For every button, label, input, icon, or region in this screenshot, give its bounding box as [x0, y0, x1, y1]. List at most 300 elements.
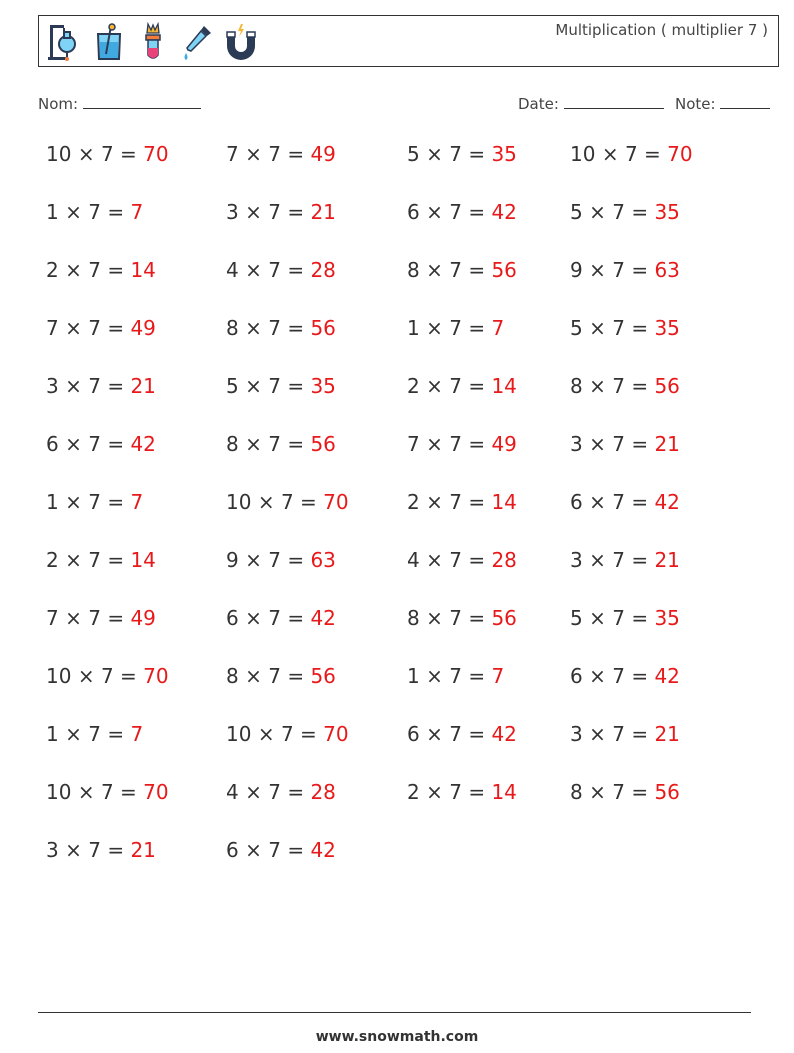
problem-cell — [407, 432, 517, 456]
problem-factor-b: 7 — [449, 780, 462, 804]
equals-sign: = — [107, 432, 125, 456]
problem-factor-a: 6 — [226, 838, 239, 862]
times-sign: × — [245, 664, 262, 688]
problem-factor-b: 7 — [268, 664, 281, 688]
problem-answer: 35 — [654, 606, 680, 630]
problem-answer: 14 — [491, 490, 517, 514]
problem-answer: 28 — [310, 780, 336, 804]
problem-cell — [226, 432, 336, 456]
times-sign: × — [65, 432, 82, 456]
date-blank[interactable] — [564, 94, 664, 109]
problem-factor-a: 6 — [226, 606, 239, 630]
equals-sign: = — [120, 664, 137, 688]
problem-factor-b: 7 — [449, 432, 462, 456]
equals-sign: = — [468, 606, 486, 630]
equals-sign: = — [631, 200, 649, 224]
problem-answer: 70 — [143, 780, 169, 804]
problem-answer: 28 — [491, 548, 517, 572]
problem-factor-b: 7 — [100, 780, 114, 804]
problem-cell — [226, 780, 336, 804]
equals-sign: = — [107, 490, 125, 514]
problem-cell — [46, 664, 169, 688]
equals-sign: = — [631, 432, 649, 456]
problem-cell — [570, 548, 680, 572]
problem-factor-a: 6 — [570, 664, 583, 688]
problem-factor-a: 5 — [407, 142, 420, 166]
problem-answer: 7 — [130, 200, 144, 224]
problem-cell — [46, 780, 169, 804]
problem-factor-b: 7 — [88, 548, 101, 572]
icon-strip — [47, 22, 259, 62]
equals-sign: = — [468, 432, 486, 456]
problem-factor-b: 7 — [449, 200, 462, 224]
problem-factor-a: 6 — [46, 432, 59, 456]
note-label: Note: — [675, 95, 716, 113]
problem-factor-a: 2 — [407, 780, 420, 804]
equals-sign: = — [631, 374, 649, 398]
problem-answer: 42 — [491, 722, 517, 746]
equals-sign: = — [631, 664, 649, 688]
times-sign: × — [65, 374, 82, 398]
times-sign: × — [65, 316, 82, 340]
problem-factor-b: 7 — [449, 664, 462, 688]
problem-answer: 63 — [654, 258, 680, 282]
problem-answer: 70 — [667, 142, 693, 166]
times-sign: × — [65, 490, 82, 514]
problem-cell — [570, 432, 680, 456]
lab-stand-flask-icon — [47, 22, 83, 62]
problem-factor-b: 7 — [449, 374, 462, 398]
problem-answer: 35 — [491, 142, 517, 166]
equals-sign: = — [107, 838, 125, 862]
problem-factor-a: 9 — [570, 258, 583, 282]
problem-answer: 56 — [491, 606, 517, 630]
problem-factor-b: 7 — [88, 316, 101, 340]
problem-factor-b: 7 — [268, 606, 281, 630]
problem-answer: 21 — [130, 838, 156, 862]
problem-answer: 63 — [310, 548, 336, 572]
problem-cell — [407, 374, 517, 398]
equals-sign: = — [120, 142, 137, 166]
problem-factor-a: 2 — [46, 258, 59, 282]
times-sign: × — [426, 316, 443, 340]
problem-answer: 7 — [130, 490, 144, 514]
equals-sign: = — [631, 780, 649, 804]
header-box — [38, 15, 779, 67]
problem-factor-b: 7 — [268, 374, 281, 398]
times-sign: × — [245, 200, 262, 224]
problem-factor-a: 8 — [226, 664, 239, 688]
problem-answer: 14 — [491, 374, 517, 398]
problem-cell — [407, 664, 504, 688]
equals-sign: = — [107, 258, 125, 282]
problem-cell — [46, 200, 143, 224]
equals-sign: = — [287, 316, 305, 340]
problem-answer: 35 — [310, 374, 336, 398]
problem-cell — [46, 490, 143, 514]
times-sign: × — [426, 432, 443, 456]
equals-sign: = — [468, 258, 486, 282]
problem-factor-a: 6 — [407, 722, 420, 746]
times-sign: × — [426, 258, 443, 282]
magnet-icon — [223, 22, 259, 62]
times-sign: × — [65, 258, 82, 282]
problem-answer: 49 — [491, 432, 517, 456]
problem-factor-a: 1 — [46, 722, 59, 746]
times-sign: × — [65, 838, 82, 862]
times-sign: × — [77, 664, 95, 688]
beaker-icon — [91, 22, 127, 62]
problem-factor-a: 1 — [407, 316, 420, 340]
problem-answer: 14 — [130, 258, 156, 282]
equals-sign: = — [107, 548, 125, 572]
problem-factor-b: 7 — [100, 142, 114, 166]
times-sign: × — [65, 200, 82, 224]
times-sign: × — [257, 722, 275, 746]
equals-sign: = — [631, 548, 649, 572]
times-sign: × — [589, 258, 606, 282]
problem-factor-b: 7 — [268, 432, 281, 456]
name-label: Nom: — [38, 95, 79, 113]
problem-factor-b: 7 — [449, 490, 462, 514]
test-tube-icon — [135, 22, 171, 62]
problem-cell — [46, 142, 169, 166]
problem-factor-b: 7 — [88, 838, 101, 862]
problem-factor-a: 7 — [46, 316, 59, 340]
problem-factor-a: 1 — [46, 200, 59, 224]
equals-sign: = — [287, 606, 305, 630]
problem-factor-a: 8 — [570, 374, 583, 398]
problem-answer: 70 — [143, 142, 169, 166]
equals-sign: = — [631, 606, 649, 630]
equals-sign: = — [468, 490, 486, 514]
problem-factor-a: 10 — [46, 780, 72, 804]
equals-sign: = — [287, 838, 305, 862]
times-sign: × — [426, 664, 443, 688]
problem-factor-a: 9 — [226, 548, 239, 572]
times-sign: × — [65, 606, 82, 630]
times-sign: × — [589, 664, 606, 688]
problem-factor-a: 8 — [407, 606, 420, 630]
problem-factor-a: 8 — [407, 258, 420, 282]
problem-factor-a: 6 — [570, 490, 583, 514]
equals-sign: = — [468, 722, 486, 746]
problem-cell — [226, 316, 336, 340]
problem-factor-a: 3 — [570, 432, 583, 456]
equals-sign: = — [287, 432, 305, 456]
problem-factor-b: 7 — [612, 548, 625, 572]
problem-cell — [46, 838, 156, 862]
problem-factor-b: 7 — [612, 780, 625, 804]
equals-sign: = — [631, 490, 649, 514]
problem-factor-b: 7 — [100, 664, 114, 688]
equals-sign: = — [468, 780, 486, 804]
problem-answer: 49 — [130, 316, 156, 340]
problem-factor-b: 7 — [624, 142, 638, 166]
problem-answer: 14 — [130, 548, 156, 572]
problem-answer: 42 — [310, 838, 336, 862]
problem-factor-b: 7 — [449, 258, 462, 282]
problem-cell — [407, 606, 517, 630]
problem-factor-a: 2 — [407, 490, 420, 514]
problem-factor-a: 3 — [570, 722, 583, 746]
problem-answer: 56 — [310, 316, 336, 340]
problem-factor-a: 3 — [226, 200, 239, 224]
times-sign: × — [245, 432, 262, 456]
problem-factor-a: 10 — [570, 142, 596, 166]
times-sign: × — [589, 432, 606, 456]
problem-factor-a: 5 — [570, 200, 583, 224]
problem-factor-a: 4 — [226, 780, 239, 804]
problem-factor-b: 7 — [449, 142, 462, 166]
problem-cell — [226, 142, 336, 166]
times-sign: × — [601, 142, 619, 166]
problem-factor-b: 7 — [612, 490, 625, 514]
problem-answer: 56 — [491, 258, 517, 282]
problem-cell — [226, 664, 336, 688]
problem-cell — [407, 780, 517, 804]
problem-factor-b: 7 — [612, 258, 625, 282]
problem-cell — [407, 490, 517, 514]
problem-factor-a: 10 — [226, 722, 252, 746]
problem-cell — [226, 374, 336, 398]
equals-sign: = — [287, 200, 305, 224]
problem-factor-a: 10 — [46, 664, 72, 688]
problem-cell — [226, 258, 336, 282]
equals-sign: = — [468, 374, 486, 398]
problem-cell — [226, 548, 336, 572]
problem-cell — [46, 316, 156, 340]
problem-cell — [226, 838, 336, 862]
problem-answer: 21 — [310, 200, 336, 224]
problem-cell — [407, 142, 517, 166]
times-sign: × — [589, 548, 606, 572]
problem-factor-a: 4 — [407, 548, 420, 572]
problem-factor-a: 5 — [570, 606, 583, 630]
problem-factor-b: 7 — [88, 374, 101, 398]
times-sign: × — [426, 780, 443, 804]
problem-cell — [407, 548, 517, 572]
times-sign: × — [65, 722, 82, 746]
problem-cell — [407, 722, 517, 746]
times-sign: × — [257, 490, 275, 514]
problem-factor-b: 7 — [88, 258, 101, 282]
problem-factor-b: 7 — [280, 722, 294, 746]
problem-cell — [570, 200, 680, 224]
problem-cell — [570, 664, 680, 688]
problem-answer: 42 — [654, 664, 680, 688]
problem-factor-b: 7 — [612, 432, 625, 456]
problem-factor-b: 7 — [88, 606, 101, 630]
equals-sign: = — [120, 780, 137, 804]
problem-answer: 28 — [310, 258, 336, 282]
problem-factor-a: 5 — [226, 374, 239, 398]
problem-cell — [46, 374, 156, 398]
problem-factor-b: 7 — [449, 606, 462, 630]
problem-factor-b: 7 — [268, 200, 281, 224]
problem-answer: 14 — [491, 780, 517, 804]
problem-factor-a: 5 — [570, 316, 583, 340]
problem-cell — [407, 316, 504, 340]
problem-factor-a: 1 — [407, 664, 420, 688]
problem-cell — [46, 258, 156, 282]
problem-factor-b: 7 — [612, 316, 625, 340]
times-sign: × — [245, 142, 262, 166]
times-sign: × — [245, 374, 262, 398]
times-sign: × — [589, 606, 606, 630]
problem-answer: 49 — [130, 606, 156, 630]
problem-answer: 56 — [310, 664, 336, 688]
problem-answer: 21 — [654, 432, 680, 456]
problem-answer: 56 — [654, 780, 680, 804]
equals-sign: = — [107, 374, 125, 398]
date-label: Date: — [518, 95, 559, 113]
times-sign: × — [245, 258, 262, 282]
problem-factor-a: 8 — [570, 780, 583, 804]
problem-factor-a: 2 — [407, 374, 420, 398]
equals-sign: = — [287, 664, 305, 688]
problem-cell — [46, 432, 156, 456]
problem-factor-b: 7 — [88, 432, 101, 456]
equals-sign: = — [468, 548, 486, 572]
problem-factor-b: 7 — [612, 664, 625, 688]
problem-answer: 35 — [654, 200, 680, 224]
equals-sign: = — [287, 780, 305, 804]
times-sign: × — [426, 142, 443, 166]
problem-answer: 21 — [654, 722, 680, 746]
problem-cell — [226, 606, 336, 630]
problem-factor-a: 1 — [46, 490, 59, 514]
note-blank[interactable] — [720, 94, 770, 109]
problem-cell — [226, 490, 349, 514]
problem-answer: 42 — [491, 200, 517, 224]
problem-factor-a: 10 — [226, 490, 252, 514]
problem-answer: 49 — [310, 142, 336, 166]
problem-answer: 56 — [654, 374, 680, 398]
equals-sign: = — [107, 606, 125, 630]
problem-factor-a: 2 — [46, 548, 59, 572]
problem-factor-b: 7 — [268, 142, 281, 166]
times-sign: × — [589, 200, 606, 224]
equals-sign: = — [287, 258, 305, 282]
problem-cell — [570, 780, 680, 804]
equals-sign: = — [468, 316, 486, 340]
equals-sign: = — [287, 374, 305, 398]
equals-sign: = — [287, 548, 305, 572]
dropper-icon — [179, 22, 215, 62]
problem-answer: 35 — [654, 316, 680, 340]
problem-factor-b: 7 — [268, 838, 281, 862]
equals-sign: = — [468, 664, 486, 688]
times-sign: × — [65, 548, 82, 572]
problem-factor-b: 7 — [612, 722, 625, 746]
times-sign: × — [589, 490, 606, 514]
problem-factor-b: 7 — [88, 200, 101, 224]
equals-sign: = — [300, 722, 317, 746]
problem-answer: 70 — [323, 490, 349, 514]
problem-factor-b: 7 — [268, 780, 281, 804]
times-sign: × — [245, 316, 262, 340]
problem-answer: 21 — [654, 548, 680, 572]
problem-answer: 56 — [310, 432, 336, 456]
equals-sign: = — [107, 200, 125, 224]
problem-answer: 7 — [491, 316, 505, 340]
problem-factor-b: 7 — [449, 722, 462, 746]
problem-factor-a: 7 — [226, 142, 239, 166]
times-sign: × — [245, 780, 262, 804]
equals-sign: = — [631, 722, 649, 746]
problem-factor-b: 7 — [280, 490, 294, 514]
problem-cell — [570, 142, 693, 166]
problem-factor-a: 3 — [570, 548, 583, 572]
times-sign: × — [77, 142, 95, 166]
problem-answer: 42 — [654, 490, 680, 514]
problem-cell — [46, 606, 156, 630]
equals-sign: = — [468, 200, 486, 224]
problem-factor-a: 8 — [226, 432, 239, 456]
date-field[interactable] — [518, 94, 664, 113]
name-field[interactable] — [38, 94, 201, 113]
equals-sign: = — [644, 142, 661, 166]
problem-factor-b: 7 — [612, 200, 625, 224]
problem-cell — [570, 374, 680, 398]
problem-cell — [407, 200, 517, 224]
times-sign: × — [77, 780, 95, 804]
equals-sign: = — [107, 722, 125, 746]
times-sign: × — [426, 548, 443, 572]
times-sign: × — [589, 316, 606, 340]
problem-cell — [570, 316, 680, 340]
problem-cell — [570, 722, 680, 746]
footer-url: www.snowmath.com — [315, 1029, 479, 1045]
problem-factor-b: 7 — [268, 548, 281, 572]
problem-factor-a: 6 — [407, 200, 420, 224]
note-field[interactable] — [675, 94, 770, 113]
equals-sign: = — [287, 142, 305, 166]
equals-sign: = — [631, 258, 649, 282]
problem-factor-b: 7 — [612, 606, 625, 630]
problem-answer: 42 — [310, 606, 336, 630]
problem-factor-a: 3 — [46, 374, 59, 398]
problem-factor-b: 7 — [88, 722, 101, 746]
problem-cell — [46, 722, 143, 746]
problem-factor-a: 10 — [46, 142, 72, 166]
times-sign: × — [426, 200, 443, 224]
footer-divider — [38, 1012, 751, 1013]
problem-factor-a: 7 — [46, 606, 59, 630]
problem-cell — [570, 606, 680, 630]
times-sign: × — [426, 374, 443, 398]
equals-sign: = — [300, 490, 317, 514]
problem-cell — [226, 722, 349, 746]
problem-cell — [570, 490, 680, 514]
times-sign: × — [589, 374, 606, 398]
times-sign: × — [245, 548, 262, 572]
problem-factor-a: 7 — [407, 432, 420, 456]
problem-cell — [46, 548, 156, 572]
problem-cell — [570, 258, 680, 282]
problem-factor-b: 7 — [449, 316, 462, 340]
problem-factor-a: 4 — [226, 258, 239, 282]
problem-answer: 70 — [143, 664, 169, 688]
worksheet-title: Multiplication ( multiplier 7 ) — [555, 21, 768, 39]
problem-answer: 42 — [130, 432, 156, 456]
problem-factor-b: 7 — [268, 258, 281, 282]
problem-factor-b: 7 — [612, 374, 625, 398]
equals-sign: = — [468, 142, 486, 166]
name-blank[interactable] — [83, 94, 201, 109]
problem-factor-a: 3 — [46, 838, 59, 862]
